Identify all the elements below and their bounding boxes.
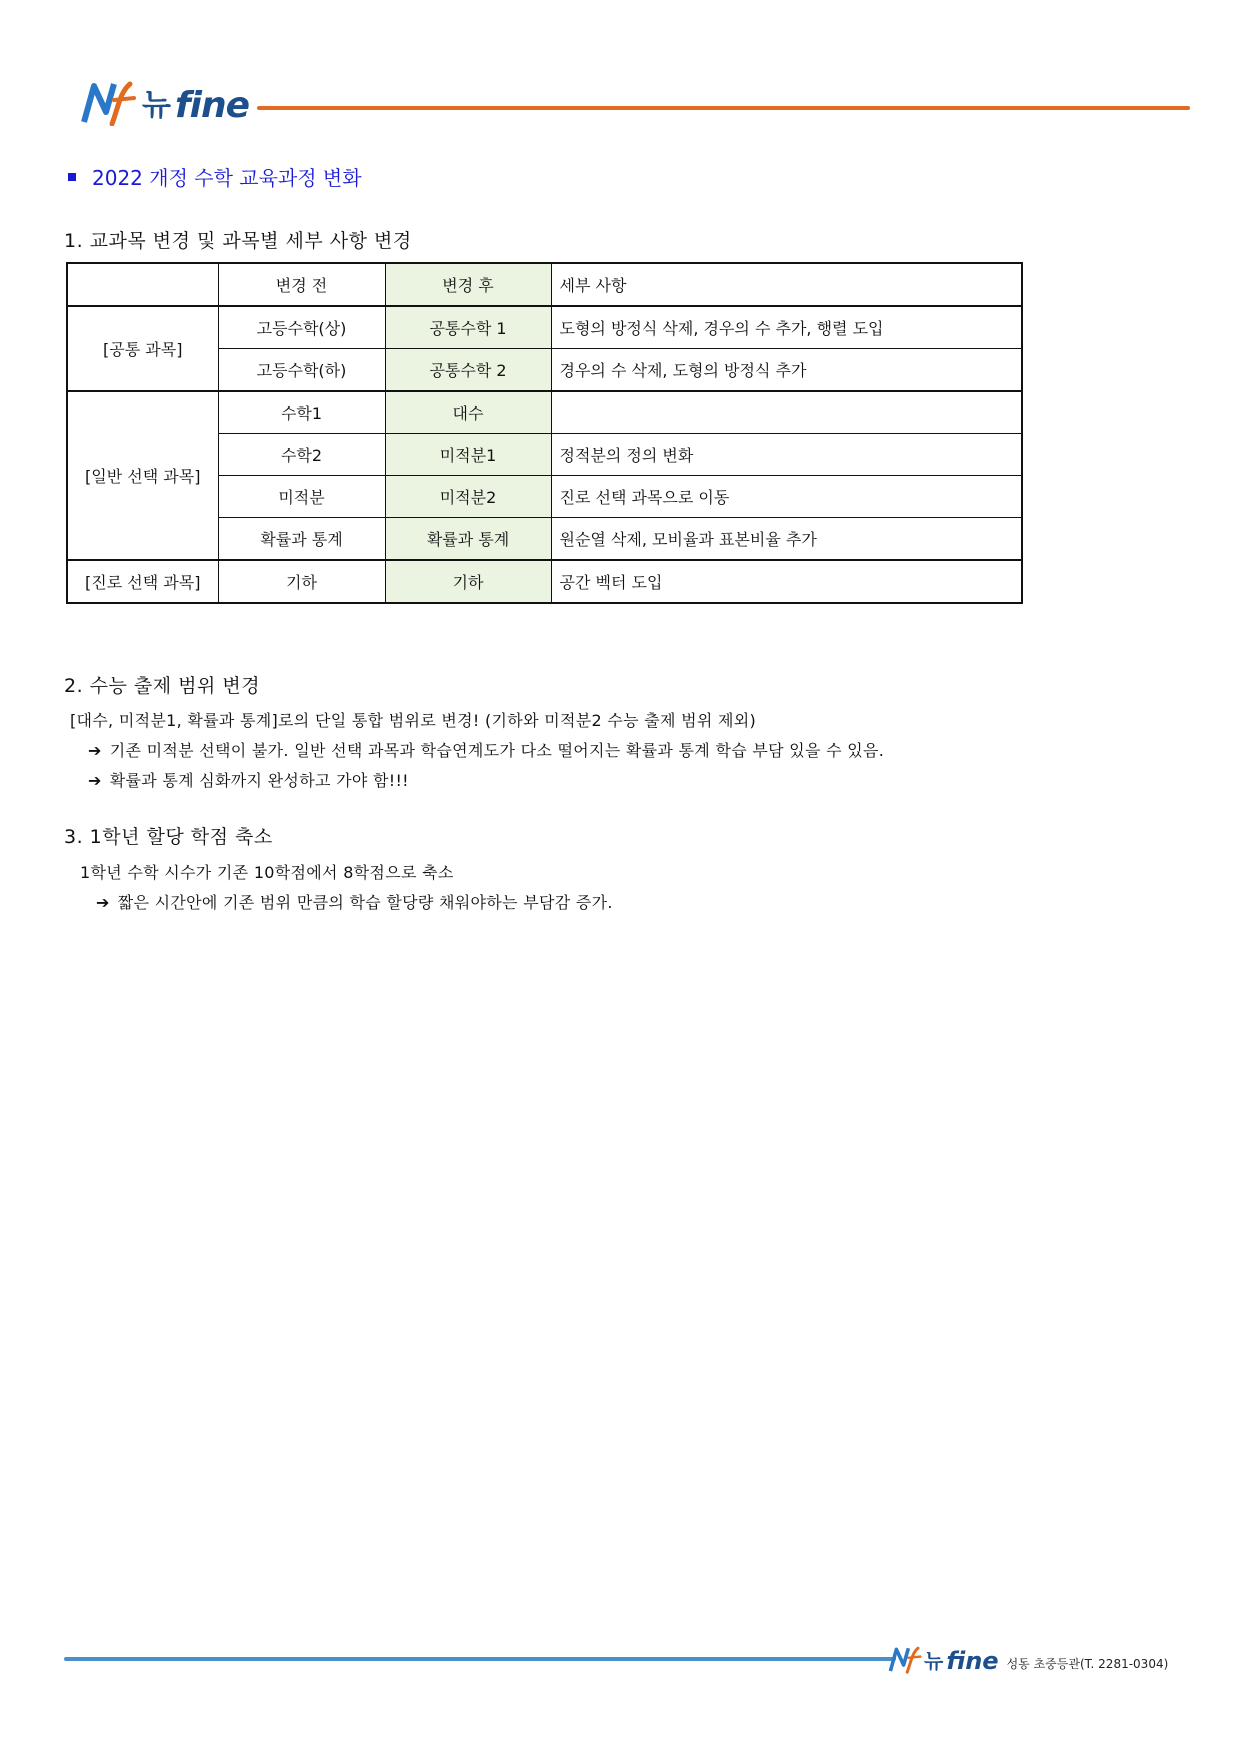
- detail-cell: 도형의 방정식 삭제, 경우의 수 추가, 행렬 도입: [551, 306, 1022, 349]
- before-cell: 기하: [218, 560, 385, 603]
- table-header-cell: 변경 후: [385, 263, 551, 306]
- section3-line1: 1학년 수학 시수가 기존 10학점에서 8학점으로 축소: [80, 863, 454, 882]
- section2-heading: 2. 수능 출제 범위 변경: [64, 675, 261, 697]
- section2-line1: [대수, 미적분1, 확률과 통계]로의 단일 통합 범위로 변경! (기하와 미적분2 수능 출제 범위 제외): [70, 711, 757, 730]
- before-cell: 수학2: [218, 434, 385, 476]
- after-cell: 미적분1: [385, 434, 551, 476]
- group-label: [공통 과목]: [67, 306, 218, 391]
- brand-logo: [80, 76, 249, 126]
- section2-line3: [88, 768, 409, 791]
- logo-korean: 뉴: [142, 88, 171, 123]
- detail-cell: 공간 벡터 도입: [551, 560, 1022, 603]
- detail-cell: 원순열 삭제, 모비율과 표본비율 추가: [551, 518, 1022, 561]
- document-title: [68, 162, 362, 191]
- footer-branch-info: 성동 초중등관(T. 2281-0304): [1006, 1657, 1169, 1671]
- footer-brand: [888, 1640, 1168, 1674]
- after-cell: 확률과 통계: [385, 518, 551, 561]
- right-arrow-icon: ➔: [96, 893, 110, 912]
- footer-logo-korean: 뉴: [924, 1649, 944, 1673]
- detail-cell: 정적분의 정의 변화: [551, 434, 1022, 476]
- table-row: [67, 391, 1022, 434]
- before-cell: 고등수학(상): [218, 306, 385, 349]
- section1-heading: 1. 교과목 변경 및 과목별 세부 사항 변경: [64, 230, 412, 252]
- table-header-row: [67, 263, 1022, 306]
- table-header-cell: [67, 263, 218, 306]
- before-cell: 확률과 통계: [218, 518, 385, 561]
- section3-line2: [96, 890, 613, 913]
- logo-english: fine: [174, 85, 250, 126]
- section3-heading: 3. 1학년 할당 학점 축소: [64, 826, 273, 848]
- footer-divider: [64, 1657, 896, 1661]
- section3-line2-text: 짧은 시간안에 기존 범위 만큼의 학습 할당량 채워야하는 부담감 증가.: [117, 893, 613, 912]
- nf-logo-icon: [888, 1644, 924, 1674]
- after-cell: 공통수학 2: [385, 349, 551, 392]
- table-header-cell: 세부 사항: [551, 263, 1022, 306]
- after-cell: 미적분2: [385, 476, 551, 518]
- nf-logo-icon: [80, 78, 140, 126]
- page-header: [80, 76, 1200, 126]
- before-cell: 고등수학(하): [218, 349, 385, 392]
- detail-cell: 진로 선택 과목으로 이동: [551, 476, 1022, 518]
- right-arrow-icon: ➔: [88, 741, 102, 760]
- after-cell: 대수: [385, 391, 551, 434]
- section2-line2-text: 기존 미적분 선택이 불가. 일반 선택 과목과 학습연계도가 다소 떨어지는 확률과 통계 학습 부담 있을 수 있음.: [109, 741, 885, 760]
- table-row: [67, 560, 1022, 603]
- after-cell: 공통수학 1: [385, 306, 551, 349]
- section2-line3-text: 확률과 통계 심화까지 완성하고 가야 함!!!: [109, 771, 409, 790]
- detail-cell: 경우의 수 삭제, 도형의 방정식 추가: [551, 349, 1022, 392]
- right-arrow-icon: ➔: [88, 771, 102, 790]
- group-label: [진로 선택 과목]: [67, 560, 218, 603]
- square-bullet-icon: [68, 173, 76, 181]
- footer-logo-english: fine: [946, 1647, 999, 1675]
- title-text: 2022 개정 수학 교육과정 변화: [92, 166, 362, 190]
- group-label: [일반 선택 과목]: [67, 391, 218, 560]
- header-divider: [257, 106, 1190, 110]
- before-cell: 미적분: [218, 476, 385, 518]
- curriculum-table: [66, 262, 1023, 604]
- table-row: [67, 306, 1022, 349]
- table-header-cell: 변경 전: [218, 263, 385, 306]
- section2-line2: [88, 738, 884, 761]
- before-cell: 수학1: [218, 391, 385, 434]
- detail-cell: [551, 391, 1022, 434]
- after-cell: 기하: [385, 560, 551, 603]
